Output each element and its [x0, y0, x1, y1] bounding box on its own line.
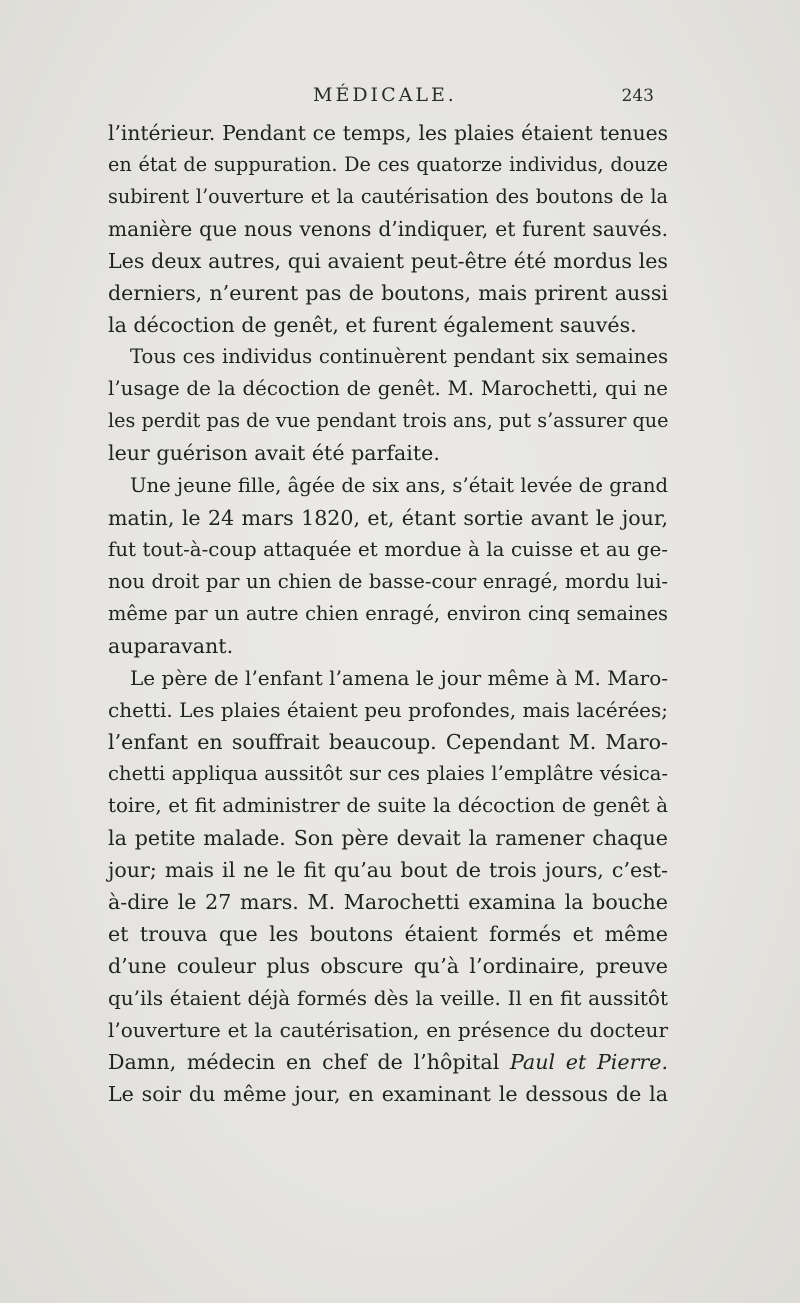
text-line: matin, le 24 mars 1820, et, étant sortie avant le jour, [108, 505, 668, 530]
text-line: Tous ces individus continuèrent pendant six semaines [130, 345, 668, 369]
text-line: subirent l’ouverture et la cautérisation des boutons de la [108, 185, 668, 209]
text-line: qu’ils étaient déjà formés dès la veille. Il en fit aussitôt [108, 986, 668, 1011]
text-line-with-emphasis [108, 1046, 668, 1078]
text-line: jour; mais il ne le fit qu’au bout de trois jours, c’est- [108, 858, 668, 883]
text-line: Le soir du même jour, en examinant le dessous de la [108, 1082, 668, 1107]
text-line: toire, et fit administrer de suite la décoction de genêt à [108, 793, 668, 817]
text-line: en état de suppuration. De ces quatorze individus, douze [108, 153, 668, 177]
text-line: et trouva que les boutons étaient formés et même [108, 922, 668, 947]
paragraph [108, 662, 668, 1111]
text-line: l’intérieur. Pendant ce temps, les plaies étaient tenues [108, 121, 668, 145]
text-line: la décoction de genêt, et furent également sauvés. [108, 313, 637, 338]
text-line: fut tout-à-coup attaquée et mordue à la cuisse et au ge- [108, 537, 668, 561]
text-line: même par un autre chien enragé, environ cinq semaines [108, 601, 668, 625]
text-line: manière que nous venons d’indiquer, et furent sauvés. [108, 217, 668, 242]
page-number: 243 [621, 86, 654, 106]
text-line: leur guérison avait été parfaite. [108, 441, 440, 466]
text-run: Damn, médecin en chef de l’hôpital [108, 1050, 500, 1075]
text-line: Les deux autres, qui avaient peut-être été mordus les [108, 249, 668, 274]
paragraph [108, 470, 668, 662]
paragraph [108, 117, 668, 341]
text-line: Une jeune fille, âgée de six ans, s’était levée de grand [130, 473, 668, 497]
page-header [108, 84, 654, 112]
italic-place-name: Paul et Pierre. [510, 1050, 668, 1075]
text-line: derniers, n’eurent pas de boutons, mais prirent aussi [108, 281, 668, 306]
text-line: à-dire le 27 mars. M. Marochetti examina la bouche [108, 890, 668, 915]
text-line: chetti. Les plaies étaient peu profondes, mais lacérées; [108, 697, 668, 722]
text-line: d’une couleur plus obscure qu’à l’ordinaire, preuve [108, 954, 668, 979]
paragraph [108, 341, 668, 469]
text-line: nou droit par un chien de basse-cour enragé, mordu lui- [108, 569, 668, 593]
body-text [108, 117, 668, 1110]
text-line: l’ouverture et la cautérisation, en présence du docteur [108, 1018, 668, 1043]
text-line: l’usage de la décoction de genêt. M. Marochetti, qui ne [108, 377, 668, 401]
text-line: l’enfant en souffrait beaucoup. Cependant M. Maro- [108, 729, 668, 754]
text-line: Le père de l’enfant l’amena le jour même à M. Maro- [130, 665, 668, 690]
text-line: auparavant. [108, 633, 234, 658]
text-line: les perdit pas de vue pendant trois ans, put s’assurer que [108, 409, 669, 433]
running-head: MÉDICALE. [313, 84, 457, 106]
text-line: la petite malade. Son père devait la ramener chaque [108, 826, 668, 851]
text-line: chetti appliqua aussitôt sur ces plaies l’emplâtre vésica- [108, 761, 668, 785]
